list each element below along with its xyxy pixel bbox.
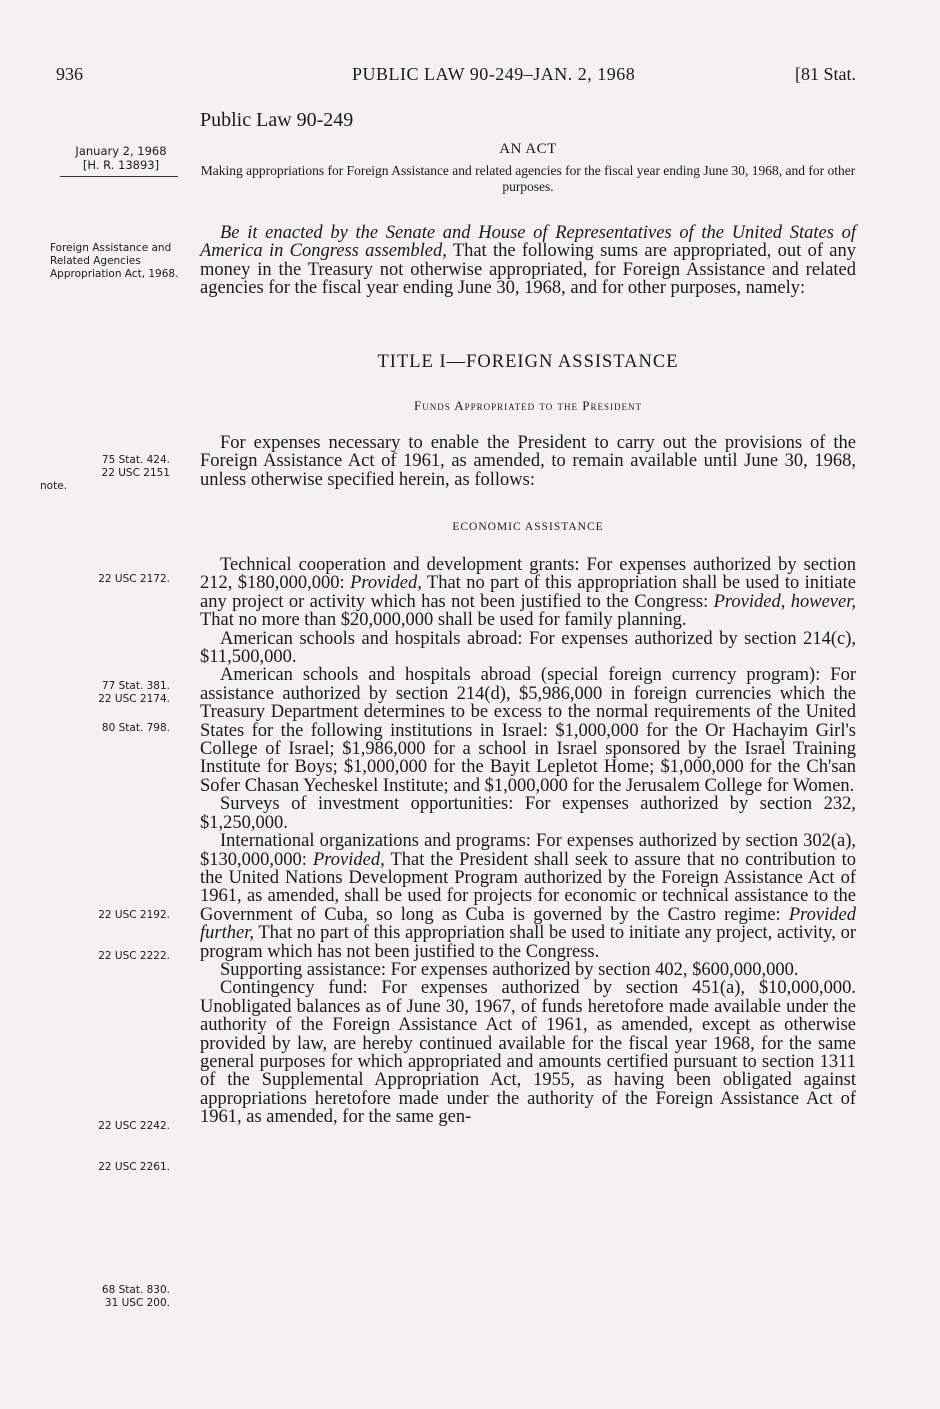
enacting-clause	[200, 224, 856, 298]
margin-note	[60, 1284, 170, 1310]
paragraph-text: That no more than $20,000,000 shall be used for family planning.	[200, 610, 687, 631]
margin-note: 80 Stat. 798.	[101, 722, 170, 734]
margin-note: 22 USC 2172.	[98, 573, 170, 585]
enacting-formula: Be it enacted by the Senate and House of Representatives of the United States of America in Congress assembled,	[200, 223, 856, 262]
paragraph-text: That no part of this appropriation shall be used to initiate any project or activity which has not been justified to the Congress:	[200, 573, 856, 612]
title-heading: TITLE I—FOREIGN ASSISTANCE	[377, 352, 679, 372]
margin-note-short-title: Foreign Assistance and Related Agencies Appropriation Act, 1968.	[50, 242, 179, 280]
paragraph	[200, 434, 856, 489]
running-title: PUBLIC LAW 90-249–JAN. 2, 1968	[352, 64, 636, 84]
proviso: Provided,	[312, 849, 385, 870]
paragraph-text: American schools and hospitals abroad (special foreign currency program): For assistance authorized by section 214(d), $5,986,000 in foreign currencies which the Treasury Department determines to be excess to the normal requirements of the United States for the following institutions in Israel: $1,000,000 for the Or Hachayim Girl's College of Israel; $1,986,000 for a school in Israel sponsored by the Israel Training Institute for Boys; $1,000,000 for the Bayit Lepletot Home; $1,000,000 for the Ch'san Sofer Chasan Yecheskel Institute; and $1,000,000 for the Jerusalem College for Women.	[200, 665, 856, 796]
margin-note	[60, 454, 170, 480]
paragraph-text: Surveys of investment opportunities: For expenses authorized by section 232, $1,250,000.	[200, 794, 856, 833]
margin-note-line: 68 Stat. 830.	[101, 1284, 170, 1296]
margin-note	[60, 680, 170, 706]
act-purpose: Making appropriations for Foreign Assistance and related agencies for the fiscal year ending June 30, 1968, and for other purposes.	[200, 163, 856, 194]
page-number: 936	[56, 64, 83, 84]
paragraph-text: International organizations and programs: For expenses authorized by section 302(a), $130,000,000:	[200, 831, 856, 870]
margin-note: 22 USC 2192.	[98, 909, 170, 921]
margin-note-line: 75 Stat. 424.	[101, 454, 170, 466]
paragraph-text: Supporting assistance: For expenses authorized by section 402, $600,000,000.	[220, 959, 799, 980]
proviso: Provided further,	[200, 904, 856, 944]
margin-note-line: note.	[40, 480, 67, 492]
running-header	[56, 64, 856, 90]
margin-note-line: 22 USC 2151	[101, 467, 170, 479]
proviso: Provided,	[350, 573, 422, 594]
enacting-text: That the following sums are appropriated, out of any money in the Treasury not otherwise appropriated, for Foreign Assistance and related agencies for the fiscal year ending June 30, 1968, and for other purposes, namely:	[200, 241, 856, 299]
an-act-heading: AN ACT	[499, 141, 557, 157]
proviso: Provided, however,	[713, 591, 856, 612]
enactment-date: January 2, 1968	[75, 144, 167, 158]
paragraph-text: Contingency fund: For expenses authorized by section 451(a), $10,000,000. Unobligated balances as of June 30, 1967, of funds heretofore made available under the authority of the Foreign Assistance Act of 1961, as amended, except as otherwise provided by law, are hereby continued available for the fiscal year 1968, for the same general purposes for which appropriated and amounts certified pursuant to section 1311 of the Supplemental Appropriation Act, 1955, as having been obligated against appropriations heretofore made under the authority of the Foreign Assistance Act of 1961, as amended, for the same gen-	[200, 978, 856, 1128]
public-law-title: Public Law 90-249	[200, 109, 354, 131]
paragraph-text: That the President shall seek to assure that no contribution to the United Nations Development Program authorized by the Foreign Assistance Act of 1961, as amended, shall be used for projects for economic or technical assistance to the Government of Cuba, so long as Cuba is governed by the Castro regime:	[200, 849, 856, 925]
paragraph	[200, 556, 856, 1127]
enactment-date-block	[56, 144, 186, 177]
margin-note-line: 31 USC 200.	[104, 1297, 170, 1309]
margin-note: 22 USC 2222.	[98, 950, 170, 962]
paragraph-text: American schools and hospitals abroad: For expenses authorized by section 214(c), $11,500,000.	[200, 628, 856, 668]
margin-note: 22 USC 2261.	[98, 1161, 170, 1173]
margin-note-line: 77 Stat. 381.	[101, 680, 170, 692]
paragraph-text: That no part of this appropriation shall be used to initiate any project, activity, or program which has not been justified to the Congress.	[200, 923, 856, 962]
paragraph-text: Technical cooperation and development grants: For expenses authorized by section 212, $180,000,000:	[200, 555, 856, 594]
section-heading: ECONOMIC ASSISTANCE	[452, 521, 604, 533]
paragraph-text: For expenses necessary to enable the President to carry out the provisions of the Foreign Assistance Act of 1961, as amended, to remain available until June 30, 1968, unless otherwise specified herein, as follows:	[200, 433, 856, 490]
margin-note-line: 22 USC 2174.	[98, 693, 170, 705]
subtitle-heading: Funds Appropriated to the President	[414, 398, 642, 413]
date-divider	[60, 176, 178, 177]
margin-note: 22 USC 2242.	[98, 1120, 170, 1132]
statute-volume: [81 Stat.	[795, 64, 856, 84]
bill-number: [H. R. 13893]	[82, 158, 160, 172]
